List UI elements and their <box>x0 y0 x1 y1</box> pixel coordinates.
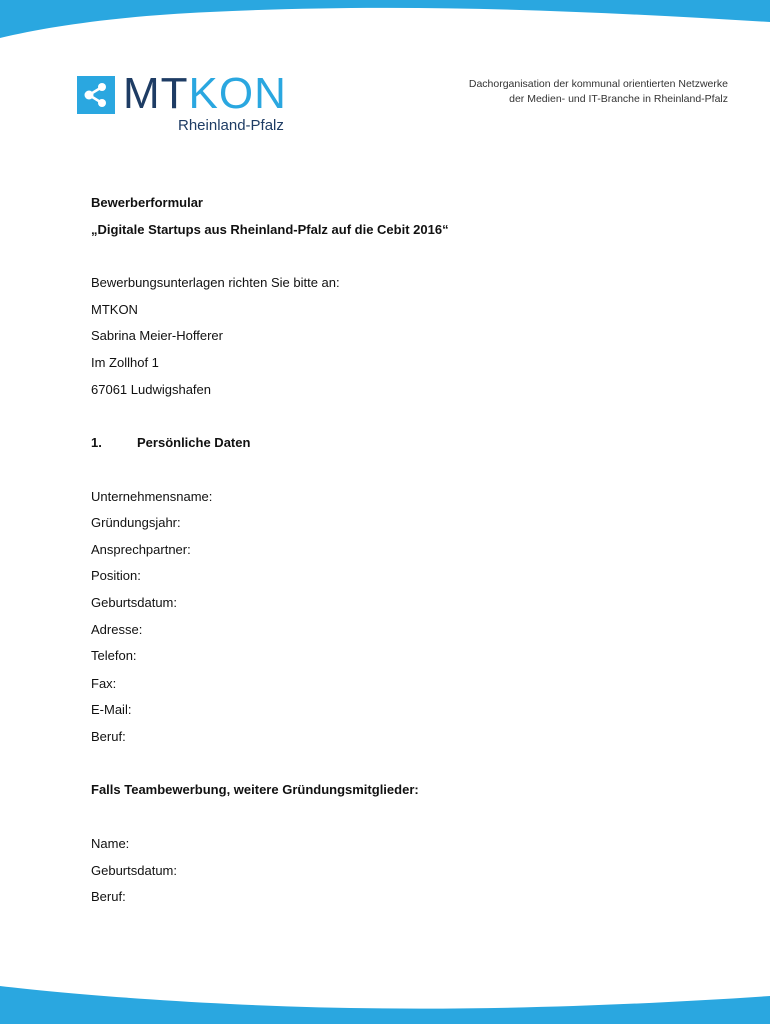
field-label: Telefon: <box>91 648 137 663</box>
mtkon-logo <box>77 69 317 140</box>
top-wave-decoration <box>0 0 770 40</box>
team-heading: Falls Teambewerbung, weitere Gründungsmitglieder: <box>91 782 419 797</box>
team-field-label: Name: <box>91 836 130 851</box>
field-label: Ansprechpartner: <box>91 542 191 557</box>
field-label: Geburtsdatum: <box>91 595 177 610</box>
address-person: Sabrina Meier-Hofferer <box>91 328 223 343</box>
header-note-line2: der Medien- und IT-Branche in Rheinland-Pfalz <box>509 93 728 105</box>
logo-brand-mt: MT <box>123 69 189 118</box>
form-title: Bewerberformular <box>91 195 203 210</box>
header-note-line1: Dachorganisation der kommunal orientierten Netzwerke <box>468 78 728 90</box>
field-label: E-Mail: <box>91 702 132 717</box>
address-street: Im Zollhof 1 <box>91 355 159 370</box>
bottom-wave-decoration <box>0 984 770 1024</box>
field-label: Adresse: <box>91 622 143 637</box>
logo-wordmark <box>123 70 287 118</box>
section-1-number: 1. <box>91 435 102 450</box>
header-note <box>388 77 728 107</box>
field-label: Beruf: <box>91 729 126 744</box>
address-org: MTKON <box>91 302 138 317</box>
team-field-label: Beruf: <box>91 889 126 904</box>
share-network-icon <box>77 76 115 114</box>
field-label: Fax: <box>91 676 117 691</box>
form-subtitle: „Digitale Startups aus Rheinland-Pfalz auf die Cebit 2016“ <box>91 222 449 237</box>
logo-brand-kon: KON <box>188 69 287 118</box>
field-label: Position: <box>91 568 141 583</box>
field-label: Gründungsjahr: <box>91 515 181 530</box>
logo-region: Rheinland-Pfalz <box>178 117 284 134</box>
address-city: 67061 Ludwigshafen <box>91 382 211 397</box>
team-field-label: Geburtsdatum: <box>91 863 177 878</box>
section-1-title: Persönliche Daten <box>137 435 251 450</box>
address-intro: Bewerbungsunterlagen richten Sie bitte an: <box>91 275 340 290</box>
field-label: Unternehmensname: <box>91 489 213 504</box>
section-1-heading <box>91 435 250 450</box>
